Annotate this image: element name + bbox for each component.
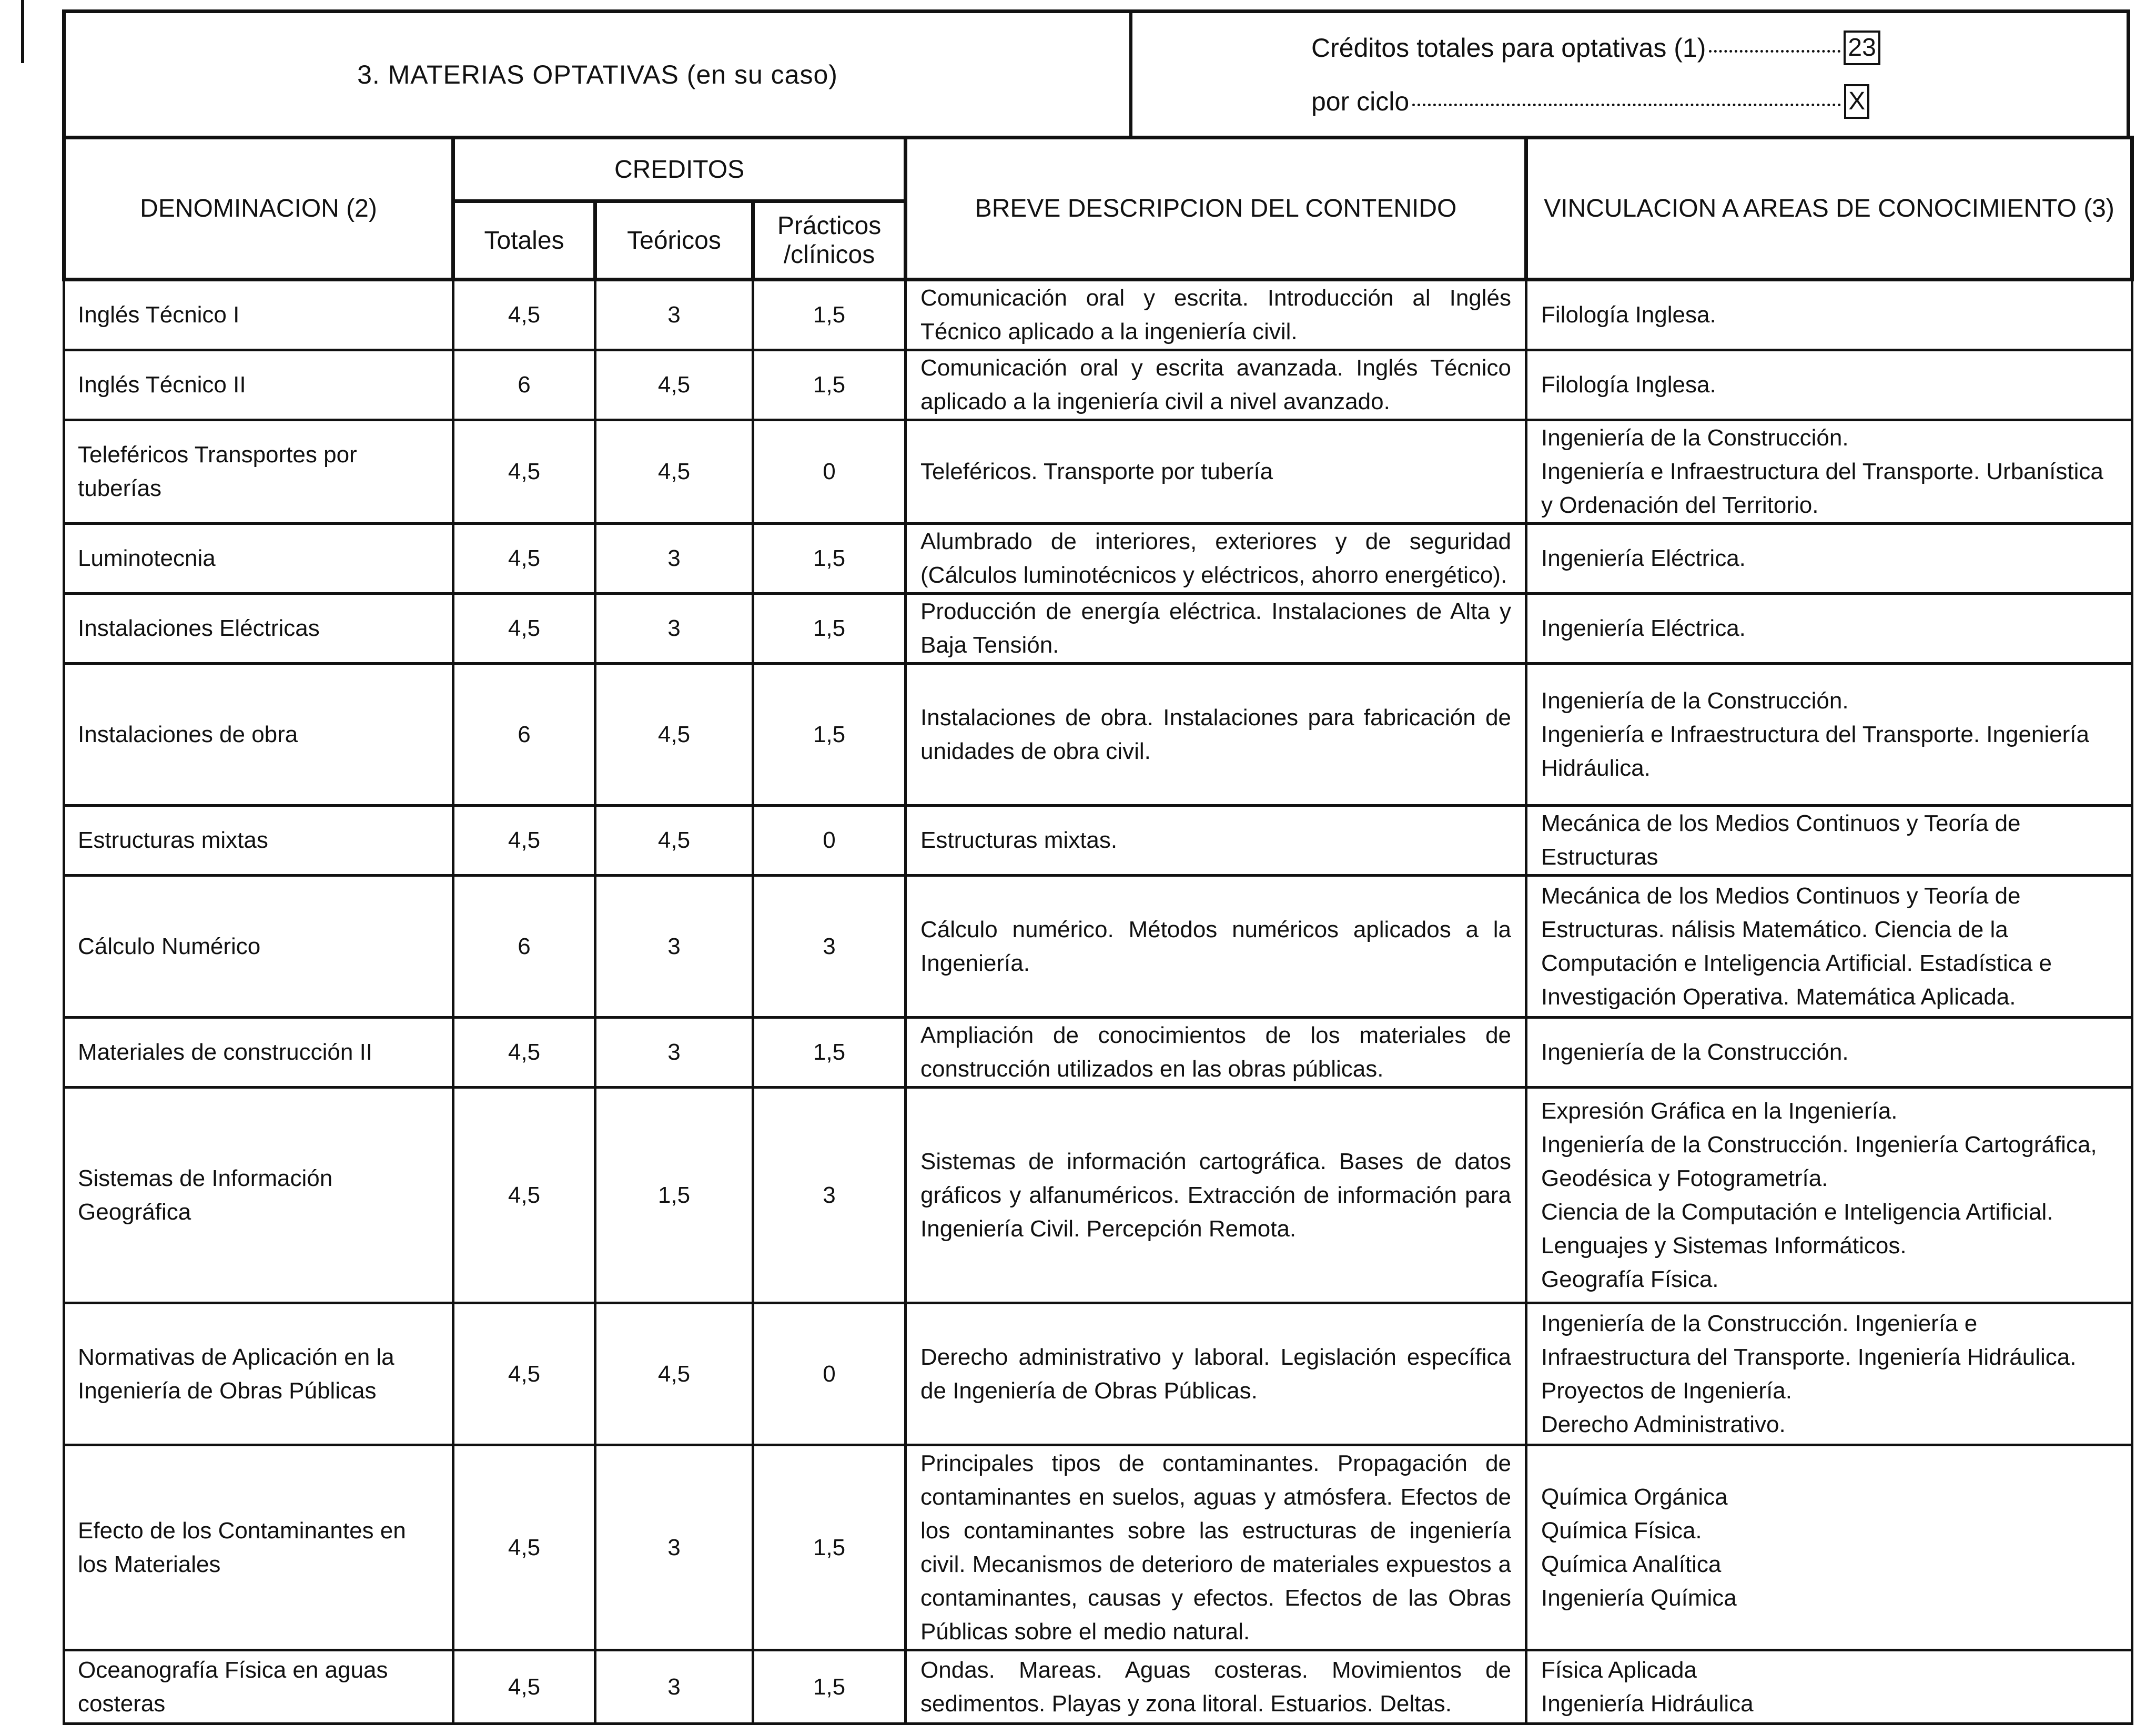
subject-name: Cálculo Numérico [64,876,453,1018]
credits-totales: 6 [453,876,595,1018]
knowledge-area-line: Expresión Gráfica en la Ingeniería. [1541,1098,1898,1124]
knowledge-areas [1526,806,2132,876]
knowledge-area-line: Química Física. [1541,1517,1702,1544]
credits-totales: 4,5 [453,1018,595,1088]
credits-totales: 6 [453,350,595,420]
table-row [64,876,2132,1018]
table-row [64,594,2132,664]
credits-totales: 4,5 [453,1088,595,1303]
col-creditos: CREDITOS [453,138,906,201]
subject-name: Instalaciones de obra [64,664,453,806]
knowledge-area-line: Ingeniería de la Construcción. [1541,425,1849,451]
knowledge-area-line: Ingeniería Hidráulica [1541,1690,1754,1717]
content-description: Ampliación de conocimientos de los materiales de construcción utilizados en las obras públicas. [906,1018,1526,1088]
credits-practicos: 0 [753,806,906,876]
cycle-line [1311,84,2127,119]
knowledge-area-line: Ingeniería de la Construcción. Ingeniería Cartográfica, Geodésica y Fotogrametría. [1541,1131,2097,1191]
knowledge-areas [1526,1303,2132,1445]
table-row [64,664,2132,806]
cycle-value: X [1844,84,1869,119]
knowledge-areas [1526,1650,2132,1724]
col-vinculacion: VINCULACION A AREAS DE CONOCIMIENTO (3) [1526,138,2132,280]
col-totales: Totales [453,201,595,280]
credits-totales: 4,5 [453,1445,595,1650]
credits-totales: 4,5 [453,806,595,876]
knowledge-area-line: Ingeniería Eléctrica. [1541,615,1746,641]
subject-name: Luminotecnia [64,524,453,594]
optativas-table [62,136,2134,1725]
knowledge-area-line: Ingeniería Química [1541,1585,1737,1611]
credits-teoricos: 4,5 [595,1303,753,1445]
content-description: Principales tipos de contaminantes. Propagación de contaminantes en suelos, aguas y atmósfera. Efectos de los contaminantes sobre las estructuras de ingeniería civil. Mecanismos de deterioro de materiales expuestos a contaminantes, causas y efectos. Efectos de las Obras Públicas sobre el medio natural. [906,1445,1526,1650]
knowledge-area-line: Filología Inglesa. [1541,372,1716,398]
content-description: Derecho administrativo y laboral. Legislación específica de Ingeniería de Obras Públicas. [906,1303,1526,1445]
credits-practicos: 1,5 [753,594,906,664]
knowledge-areas [1526,420,2132,524]
table-row [64,1088,2132,1303]
content-description: Teleféricos. Transporte por tubería [906,420,1526,524]
cycle-label: por ciclo [1311,86,1410,116]
knowledge-area-line: Ingeniería e Infraestructura del Transporte. Urbanística y Ordenación del Territorio. [1541,459,2103,518]
credits-teoricos: 3 [595,1445,753,1650]
content-description: Cálculo numérico. Métodos numéricos aplicados a la Ingeniería. [906,876,1526,1018]
table-row [64,806,2132,876]
credits-practicos: 1,5 [753,524,906,594]
knowledge-area-line: Ciencia de la Computación e Inteligencia Artificial. Lenguajes y Sistemas Informáticos. [1541,1199,2053,1259]
credits-practicos: 1,5 [753,280,906,350]
content-description: Comunicación oral y escrita. Introducción al Inglés Técnico aplicado a la ingeniería civil. [906,280,1526,350]
knowledge-area-line: Geografía Física. [1541,1266,1719,1292]
credits-summary [1132,13,2127,136]
content-description: Alumbrado de interiores, exteriores y de seguridad (Cálculos luminotécnicos y eléctricos, ahorro energético). [906,524,1526,594]
knowledge-area-line: Física Aplicada [1541,1657,1697,1683]
credits-practicos: 1,5 [753,1445,906,1650]
credits-practicos: 1,5 [753,1650,906,1724]
credits-totales: 4,5 [453,420,595,524]
knowledge-areas [1526,876,2132,1018]
knowledge-areas [1526,524,2132,594]
knowledge-area-line: Ingeniería de la Construcción. [1541,1039,1849,1065]
content-description: Estructuras mixtas. [906,806,1526,876]
knowledge-area-line: Ingeniería e Infraestructura del Transporte. Ingeniería Hidráulica. [1541,721,2089,781]
knowledge-area-line: Química Orgánica [1541,1484,1728,1510]
knowledge-area-line: Derecho Administrativo. [1541,1411,1786,1437]
credits-practicos: 1,5 [753,350,906,420]
table-row [64,1445,2132,1650]
table-row [64,420,2132,524]
scan-edge-mark [21,0,24,63]
col-denominacion: DENOMINACION (2) [64,138,453,280]
content-description: Producción de energía eléctrica. Instalaciones de Alta y Baja Tensión. [906,594,1526,664]
table-row [64,1650,2132,1724]
knowledge-areas [1526,350,2132,420]
subject-name: Oceanografía Física en aguas costeras [64,1650,453,1724]
subject-name: Instalaciones Eléctricas [64,594,453,664]
credits-teoricos: 3 [595,594,753,664]
subject-name: Estructuras mixtas [64,806,453,876]
subject-name: Efecto de los Contaminantes en los Materiales [64,1445,453,1650]
dot-leader [1412,96,1841,106]
knowledge-area-line: Ingeniería de la Construcción. Ingeniería e Infraestructura del Transporte. Ingeniería Hidráulica. Proyectos de Ingeniería. [1541,1310,2077,1404]
credits-totales: 4,5 [453,524,595,594]
knowledge-areas [1526,594,2132,664]
credits-teoricos: 3 [595,1650,753,1724]
knowledge-area-line: Filología Inglesa. [1541,302,1716,328]
knowledge-area-line: Ingeniería de la Construcción. [1541,687,1849,714]
credits-total-value: 23 [1844,31,1880,65]
table-row [64,350,2132,420]
credits-totales: 6 [453,664,595,806]
credits-teoricos: 4,5 [595,664,753,806]
credits-total-label: Créditos totales para optativas (1) [1311,33,1706,63]
content-description: Comunicación oral y escrita avanzada. Inglés Técnico aplicado a la ingeniería civil a nivel avanzado. [906,350,1526,420]
knowledge-area-line: Mecánica de los Medios Continuos y Teoría de Estructuras. nálisis Matemático. Ciencia de la Computación e Inteligencia Artificial. Estadística e Investigación Operativa. Matemática Aplicada. [1541,882,2052,1010]
col-teoricos: Teóricos [595,201,753,280]
credits-practicos: 1,5 [753,664,906,806]
credits-teoricos: 4,5 [595,420,753,524]
credits-totales: 4,5 [453,1303,595,1445]
knowledge-area-line: Mecánica de los Medios Continuos y Teoría de Estructuras [1541,810,2021,870]
content-description: Instalaciones de obra. Instalaciones para fabricación de unidades de obra civil. [906,664,1526,806]
table-row [64,280,2132,350]
subject-name: Inglés Técnico II [64,350,453,420]
content-description: Sistemas de información cartográfica. Bases de datos gráficos y alfanuméricos. Extracción de información para Ingeniería Civil. Percepción Remota. [906,1088,1526,1303]
subject-name: Materiales de construcción II [64,1018,453,1088]
dot-leader [1709,43,1840,53]
credits-practicos: 3 [753,1088,906,1303]
knowledge-area-line: Química Analítica [1541,1551,1722,1577]
subject-name: Inglés Técnico I [64,280,453,350]
table-row [64,1018,2132,1088]
credits-practicos: 3 [753,876,906,1018]
col-practicos: Prácticos /clínicos [753,201,906,280]
credits-teoricos: 4,5 [595,806,753,876]
credits-teoricos: 4,5 [595,350,753,420]
section-title: 3. MATERIAS OPTATIVAS (en su caso) [66,13,1132,136]
credits-teoricos: 3 [595,876,753,1018]
credits-teoricos: 3 [595,280,753,350]
table-row [64,524,2132,594]
subject-name: Teleféricos Transportes por tuberías [64,420,453,524]
credits-total-line [1311,31,2127,65]
table-row [64,1303,2132,1445]
credits-totales: 4,5 [453,280,595,350]
knowledge-areas [1526,664,2132,806]
content-description: Ondas. Mareas. Aguas costeras. Movimientos de sedimentos. Playas y zona litoral. Estuarios. Deltas. [906,1650,1526,1724]
section-header [62,9,2130,136]
knowledge-areas [1526,1445,2132,1650]
knowledge-areas [1526,280,2132,350]
credits-practicos: 0 [753,1303,906,1445]
credits-practicos: 1,5 [753,1018,906,1088]
document-sheet [62,9,2130,1725]
credits-teoricos: 1,5 [595,1088,753,1303]
subject-name: Normativas de Aplicación en la Ingeniería de Obras Públicas [64,1303,453,1445]
knowledge-areas [1526,1088,2132,1303]
credits-teoricos: 3 [595,1018,753,1088]
credits-practicos: 0 [753,420,906,524]
knowledge-area-line: Ingeniería Eléctrica. [1541,545,1746,571]
col-descripcion: BREVE DESCRIPCION DEL CONTENIDO [906,138,1526,280]
subject-name: Sistemas de Información Geográfica [64,1088,453,1303]
credits-totales: 4,5 [453,594,595,664]
credits-totales: 4,5 [453,1650,595,1724]
credits-teoricos: 3 [595,524,753,594]
knowledge-areas [1526,1018,2132,1088]
